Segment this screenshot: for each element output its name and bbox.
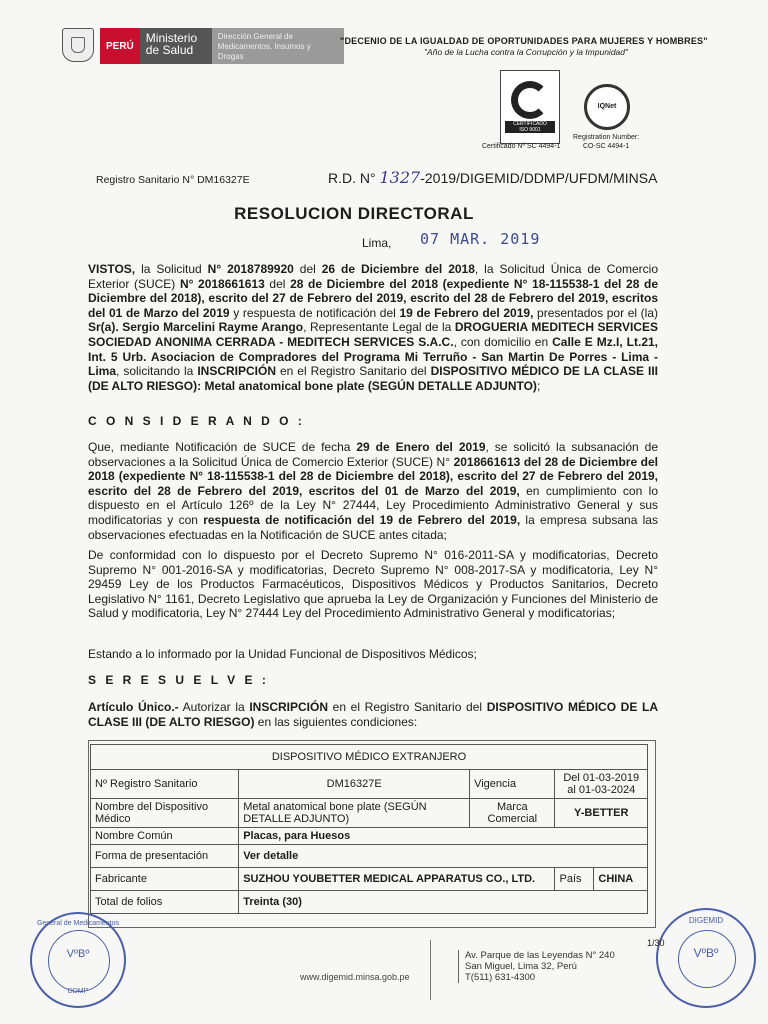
page-title: RESOLUCION DIRECTORAL [234,204,474,223]
rd-number [328,168,657,187]
considerando-heading: C O N S I D E R A N D O : [88,414,305,428]
vistos-paragraph: VISTOS, la Solicitud N° 2018789920 del 26 de Diciembre del 2018, la Solicitud Única de Comercio Exterior (SUCE) N° 2018661613 del 28 de Diciembre del 2018 (expediente N° 18-115538-1 del 28 de Diciembre del 2018), escrito del 27 de Febrero del 2019, escrito del 28 de Febrero del 2019, escritos del 01 de Marzo del 2019 y respuesta de notificación del 19 de Febrero del 2019, presentados por el (la) Sr(a). Sergio Marcelini Rayme Arango, Representante Legal de la DROGUERIA MEDITECH SERVICES SOCIEDAD ANONIMA CERRADA - MEDITECH SERVICES S.A.C., con domicilio en Calle E Mz.I, Lt.21, Int. 5 Urb. Asociacion de Compradores del Programa Mi Terruño - San Martin De Porres - Lima - Lima, solicitando la INSCRIPCIÓN en el Registro Sanitario del DISPOSITIVO MÉDICO DE LA CLASE III (DE ALTO RIESGO): Metal anatomical bone plate (SEGÚN DETALLE ADJUNTO); [88,262,659,393]
cell-label: Fabricante [91,868,239,891]
icontec-icon [511,81,549,119]
iqnet-logo: IQNet [584,84,630,130]
cert-number: Certificado Nº SC 4494-1 [482,143,561,150]
iso-certificate-logo [500,70,560,144]
cell-label: Nº Registro Sanitario [91,770,239,799]
seal-vb: VºBº [66,948,90,960]
direccion-label: Dirección General de Medicamentos, Insumos y Drogas [212,28,344,64]
conformidad-paragraph: De conformidad con lo dispuesto por el Decreto Supremo N° 016-2011-SA y modificatorias, Decreto Supremo N° 001-2016-SA y modificatorias, Decreto Supremo N° 008-2017-SA y modificatoria, Ley N° 29459 Ley de los Productos Farmacéuticos, Dispositivos Médicos y Productos Sanitarios, Decreto Legislativo N° 1161, Decreto Legislativo que aprueba la Ley de Organización y Funciones del Ministerio de Salud y modificatoria, Ley N° 27444 Ley del Procedimiento Administrativo General y modificatorias; [88,548,658,621]
reg-number-label: Registration Number: [573,134,640,141]
table-row [91,770,648,799]
peru-label: PERÚ [100,28,140,64]
cell-value: SUZHOU YOUBETTER MEDICAL APPARATUS CO., LTD. [239,868,555,891]
ddmp-seal [30,912,126,1008]
cell-label: Forma de presentación [91,845,239,868]
ministerio-label: Ministerio de Salud [140,28,212,64]
rd-suffix: -2019/DIGEMID/DDMP/UFDM/MINSA [420,170,658,186]
footer-divider [430,940,431,1000]
cell-pais-value: CHINA [594,868,648,891]
cell-label: Nombre Común [91,828,239,845]
cell-value: Placas, para Huesos [239,828,648,845]
address-block: Av. Parque de las Leyendas N° 240 San Miguel, Lima 32, Perú T(511) 631-4300 [458,950,615,983]
cell-marca: Marca Comercial [470,799,555,828]
motto-line-1: "DECENIO DE LA IGUALDAD DE OPORTUNIDADES PARA MUJERES Y HOMBRES" [340,36,708,46]
registro-sanitario: Registro Sanitario N° DM16327E [96,174,250,186]
lima-label: Lima, [362,236,392,250]
motto-line-2: "Año de la Lucha contra la Corrupción y la Impunidad" [424,47,629,57]
table-row [91,868,648,891]
seal-ring-text-2: DDMP [67,988,89,995]
seal-ring-text: General de Medicamentos [36,920,120,927]
cell-label: Nombre del Dispositivo Médico [91,799,239,828]
cell-value: Treinta (30) [239,891,648,914]
table-row [91,828,648,845]
device-table [90,744,648,914]
date-stamp: 07 MAR. 2019 [420,230,541,248]
table-row [91,891,648,914]
articulo-paragraph: Artículo Único.- Autorizar la INSCRIPCIÓN en el Registro Sanitario del DISPOSITIVO MÉDICO DE LA CLASE III (DE ALTO RIESGO) en las siguientes condiciones: [88,700,658,729]
rd-handwritten-number: 1327 [379,168,421,187]
resuelve-heading: S E R E S U E L V E : [88,673,269,687]
table-row [91,799,648,828]
folio-number: 1/30 [647,938,665,948]
rd-prefix: R.D. N° [328,170,376,186]
reg-number-value: CO-SC 4494-1 [583,143,630,150]
seal-ring-text: DIGEMID [688,916,724,925]
cell-vigencia-value: Del 01-03-2019 al 01-03-2024 [555,770,648,799]
table-row [91,745,648,770]
cell-label: Total de folios [91,891,239,914]
coat-of-arms-icon [62,28,94,62]
cell-marca-value: Y-BETTER [555,799,648,828]
cell-vigencia: Vigencia [470,770,555,799]
que-paragraph: Que, mediante Notificación de SUCE de fecha 29 de Enero del 2019, se solicitó la subsanación de observaciones a la Solicitud Única de Comercio Exterior (SUCE) N° 2018661613 del 28 de Diciembre del 2018 (expediente N° 18-115538-1 del 28 de Diciembre del 2018), escrito del 27 de Febrero del 2019, escrito del 28 de Febrero del 2019, escritos del 01 de Marzo del 2019, en cumplimiento con lo dispuesto en el Artículo 126º de la Ley N° 27444, Ley Procedimiento Administrativo General y sus modificatorias y con respuesta de notificación del 19 de Febrero del 2019, la empresa subsana las observaciones efectuadas en la Notificación de SUCE antes citada; [88,440,658,542]
digemid-seal [656,908,756,1008]
minsa-logo [62,28,344,64]
seal-vb: VºBº [693,946,719,960]
cert-label: CERTIFICADO [505,121,555,127]
table-caption: DISPOSITIVO MÉDICO EXTRANJERO [91,745,648,770]
website-link[interactable]: www.digemid.minsa.gob.pe [300,972,410,982]
cert-iso: ISO 9001 [505,127,555,133]
estando-paragraph: Estando a lo informado por la Unidad Funcional de Dispositivos Médicos; [88,647,477,661]
cell-value: DM16327E [239,770,470,799]
registration-number [573,133,639,151]
cell-value: Metal anatomical bone plate (SEGÚN DETALLE ADJUNTO) [239,799,470,828]
table-row [91,845,648,868]
seal-inner-ring [48,930,110,992]
cell-value: Ver detalle [239,845,648,868]
cell-pais: País [555,868,594,891]
